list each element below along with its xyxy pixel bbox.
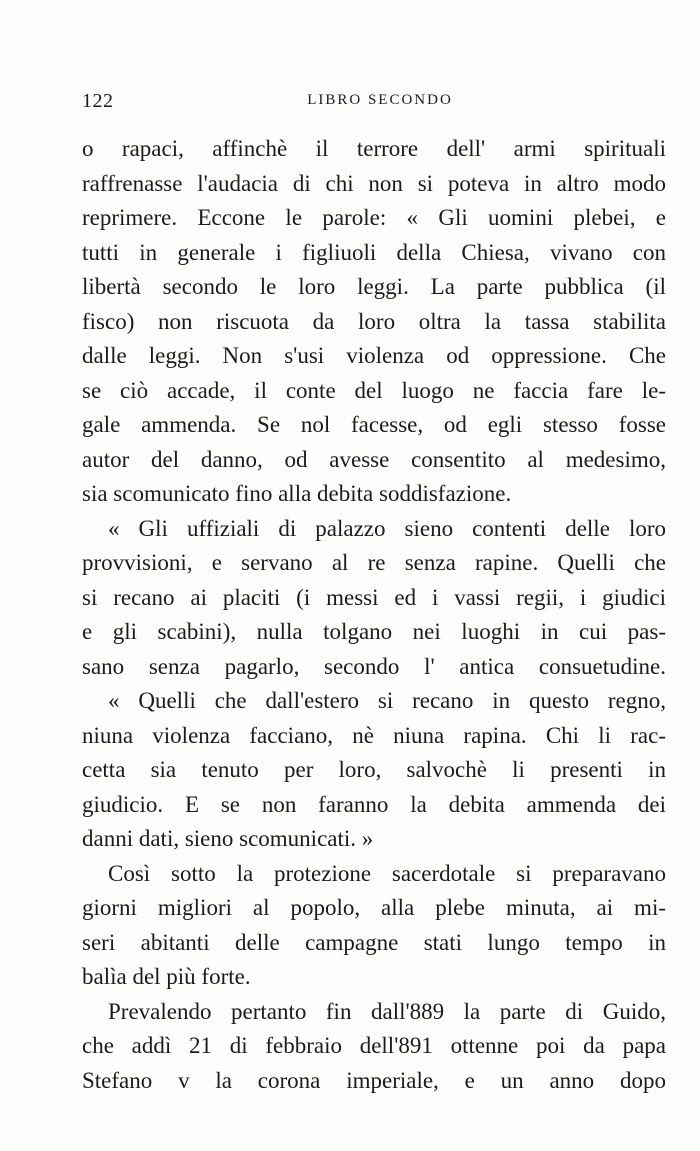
- text-line: Prevalendo pertanto fin dall'889 la parte di Guido,: [108, 998, 666, 1024]
- text-line: cetta sia tenuto per loro, salvochè li presenti in: [82, 757, 666, 782]
- text-line: seri abitanti delle campagne stati lungo tempo in: [82, 929, 666, 955]
- running-title: LIBRO SECONDO: [307, 92, 453, 108]
- text-line: giorni migliori al popolo, alla plebe minuta, ai mi-: [82, 895, 666, 920]
- text-line: niuna violenza facciano, nè niuna rapina. Chi li rac-: [82, 722, 666, 748]
- text-line: sia scomunicato fino alla debita soddisfazione.: [82, 481, 512, 506]
- text-line: sano senza pagarlo, secondo l' antica consuetudine.: [82, 653, 666, 679]
- text-line: danni dati, sieno scomunicati. »: [82, 826, 374, 851]
- text-line: « Quelli che dall'estero si recano in questo regno,: [108, 688, 666, 713]
- text-line: raffrenasse l'audacia di chi non si poteva in altro modo: [82, 170, 666, 196]
- text-line: provvisioni, e servano al re senza rapine. Quelli che: [82, 550, 666, 575]
- running-head: [82, 90, 668, 118]
- text-line: fisco) non riscuota da loro oltra la tassa stabilita: [82, 308, 666, 334]
- text-line: giudicio. E se non faranno la debita ammenda dei: [82, 791, 666, 817]
- text-line: autor del danno, od avesse consentito al medesimo,: [82, 446, 666, 472]
- page-number: 122: [82, 90, 114, 112]
- text-line: e gli scabini), nulla tolgano nei luoghi in cui pas-: [82, 619, 666, 644]
- text-line: gale ammenda. Se nol facesse, od egli stesso fosse: [82, 412, 666, 437]
- text-line: se ciò accade, il conte del luogo ne faccia fare le-: [82, 377, 666, 403]
- text-line: tutti in generale i figliuoli della Chiesa, vivano con: [82, 239, 666, 265]
- text-line: si recano ai placiti (i messi ed i vassi regii, i giudici: [82, 584, 666, 610]
- text-line: che addì 21 di febbraio dell'891 ottenne poi da papa: [82, 1033, 666, 1058]
- text-line: o rapaci, affinchè il terrore dell' armi spirituali: [82, 136, 666, 161]
- text-line: balìa del più forte.: [82, 964, 251, 989]
- body-text: [82, 132, 666, 1098]
- text-line: Stefano v la corona imperiale, e un anno dopo: [82, 1067, 666, 1093]
- text-line: libertà secondo le loro leggi. La parte pubblica (il: [82, 274, 666, 299]
- text-line: Così sotto la protezione sacerdotale si preparavano: [108, 860, 666, 886]
- text-line: dalle leggi. Non s'usi violenza od oppressione. Che: [82, 343, 666, 368]
- text-line: reprimere. Eccone le parole: « Gli uomini plebei, e: [82, 205, 666, 230]
- text-line: « Gli uffiziali di palazzo sieno contenti delle loro: [108, 515, 666, 541]
